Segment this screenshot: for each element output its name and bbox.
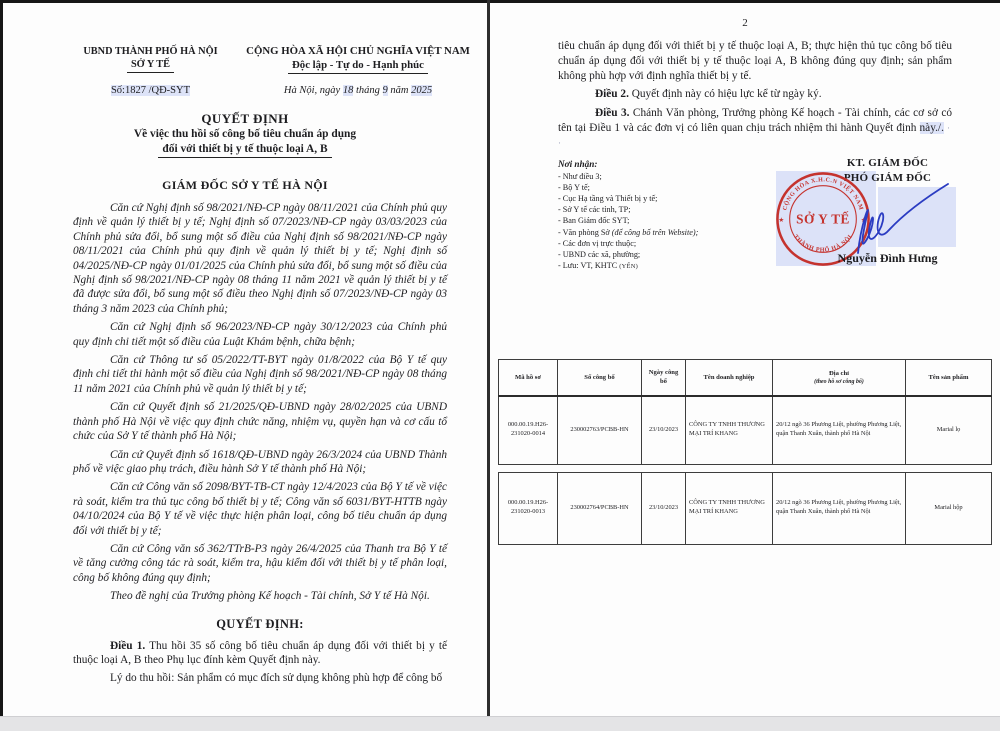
cell-ten-san-pham: Marial hộp xyxy=(906,472,992,544)
table-row-gap xyxy=(498,465,991,472)
decision-heading: QUYẾT ĐỊNH: xyxy=(216,616,304,631)
recipient-item: - Các đơn vị trực thuộc; xyxy=(558,238,637,248)
page-2 xyxy=(490,3,1000,716)
recipient-item: - Ban Giám đốc SYT; xyxy=(558,216,630,226)
cell-ma-ho-so: 000.00.19.H26-231020-0013 xyxy=(499,472,558,544)
proposal-paragraph: Theo đề nghị của Trưởng phòng Kế hoạch - Tài chính, Sở Y tế Hà Nội. xyxy=(110,590,430,603)
appendix-table-section xyxy=(498,359,991,545)
legal-basis-paragraph: Căn cứ Thông tư số 05/2022/TT-BYT ngày 01/8/2022 của Bộ Y tế quy định chi tiết thi hành một số điều của Nghị định số 98/2021/NĐ-CP ngày 08 tháng 11 năm 2021 của Chính phủ về quản lý thiết bị y tế; xyxy=(73,354,447,395)
table-header-row xyxy=(499,359,992,396)
document-date: Hà Nội, ngày 18 tháng 9 năm 2025 xyxy=(283,85,433,96)
article-1-label: Điều 1. xyxy=(110,639,146,652)
article-3: Điều 3. Chánh Văn phòng, Trưởng phòng Kế hoạch - Tài chính, các cơ sở có tên tại Điều 1 và các đơn vị có liên quan chịu trách nhiệm thi hành Quyết định này./. · · xyxy=(558,107,952,148)
cell-ten-san-pham: Marial lọ xyxy=(906,396,992,464)
document-header xyxy=(58,45,473,74)
article-2: Điều 2. Quyết định này có hiệu lực kể từ ngày ký. xyxy=(595,88,822,101)
stamp-center-text: SỞ Y TẾ xyxy=(796,210,850,226)
appendix-table xyxy=(498,359,992,465)
recipients-block xyxy=(558,159,773,273)
table-row xyxy=(499,396,992,464)
signature-stroke xyxy=(858,184,948,253)
article-1: Điều 1. Thu hồi 35 số công bố tiêu chuẩn áp dụng đối với thiết bị y tế thuộc loại A, B theo Phụ lục đính kèm Quyết định này. xyxy=(73,639,447,666)
header-ngay-cong-bo: Ngày công bố xyxy=(642,359,686,396)
document-number: Số:1827 /QĐ-SYT xyxy=(110,85,191,96)
recipient-item: - Văn phòng Sở (để công bố trên Website); xyxy=(558,227,699,237)
cell-ten-doanh-nghiep: CÔNG TY TNHH THƯƠNG MẠI TRÍ KHANG xyxy=(686,396,773,464)
issuing-org-block xyxy=(58,45,243,74)
header-ten-san-pham: Tên sản phẩm xyxy=(906,359,992,396)
recipients-label: Nơi nhận: xyxy=(558,158,598,169)
cell-so-cong-bo: 230002763/PCBB-HN xyxy=(558,396,642,464)
number-date-row xyxy=(58,85,473,96)
header-ten-doanh-nghiep: Tên doanh nghiệp xyxy=(686,359,773,396)
star-icon: ★ xyxy=(860,216,867,224)
signature-section xyxy=(490,157,1000,355)
cell-dia-chi: 20/12 ngõ 36 Phương Liệt, phường Phương Liệt, quận Thanh Xuân, thành phố Hà Nội xyxy=(773,396,906,464)
cell-so-cong-bo: 230002764/PCBB-HN xyxy=(558,472,642,544)
handwritten-signature xyxy=(828,175,952,263)
recipient-item: - Như điều 3; xyxy=(558,171,602,181)
table-row xyxy=(499,472,992,544)
legal-basis-paragraph: Căn cứ Quyết định số 21/2025/QĐ-UBND ngày 28/02/2025 của UBND thành phố Hà Nội về việc quy định chức năng, nhiệm vụ, quyền hạn và cơ cấu tổ chức của Sở Y tế thành phố Hà Nội; xyxy=(73,401,447,443)
legal-basis-paragraph: Căn cứ Nghị định số 98/2021/NĐ-CP ngày 08/11/2021 của Chính phủ quy định về quản lý thiết bị y tế; Nghị định số 07/2023/NĐ-CP ngày 03/03/2023 của Chính phủ sửa đổi, bổ sung một số điều của Nghị định số 98/2021/NĐ-CP ngày 08/11/2021 của Chính phủ quy định về quản lý thiết bị y tế; Nghị định số 04/2025/NĐ-CP ngày 01/01/2025 của Chính phủ sửa đổi, bổ sung một số điều của Nghị định số 98/2021/NĐ-CP ngày 08 tháng 11 năm 2021 về quản lý thiết bị y tế đã được sửa đổi, bổ sung một số điều theo Nghị định số 07/2023/NĐ-CP ngày 03 tháng 3 năm 2023 của Chính phủ; xyxy=(73,202,447,315)
article-2-label: Điều 2. xyxy=(595,88,629,101)
cell-dia-chi: 20/12 ngõ 36 Phương Liệt, phường Phương Liệt, quận Thanh Xuân, thành phố Hà Nội xyxy=(773,472,906,544)
typist-note: (YẾN) xyxy=(619,263,639,271)
org-name-line1: UBND THÀNH PHỐ HÀ NỘI xyxy=(83,46,218,57)
header-so-cong-bo: Số công bố xyxy=(558,359,642,396)
header-ma-ho-so: Mã hồ sơ xyxy=(499,359,558,396)
highlighted-closing: này./. xyxy=(919,121,944,134)
cell-ten-doanh-nghiep: CÔNG TY TNHH THƯƠNG MẠI TRÍ KHANG xyxy=(686,472,773,544)
pen-marks: · · xyxy=(558,122,952,148)
recipient-item: - Cục Hạ tầng và Thiết bị y tế; xyxy=(558,193,658,203)
recipient-item: - Sở Y tế các tỉnh, TP; xyxy=(558,205,631,215)
appendix-table-continued xyxy=(498,472,992,545)
header-dia-chi: Địa chỉ (theo hồ sơ công bố) xyxy=(773,359,906,396)
document-title xyxy=(3,111,487,158)
title-subtitle-line1: Về việc thu hồi số công bố tiêu chuẩn áp dụng xyxy=(133,128,357,140)
title-main: QUYẾT ĐỊNH xyxy=(201,111,289,126)
recall-reason: Lý do thu hồi: Sản phẩm có mục đích sử dụng không phù hợp để công bố xyxy=(110,672,443,685)
national-motto: Độc lập - Tự do - Hạnh phúc xyxy=(243,59,473,75)
page-1 xyxy=(3,3,487,716)
issuer-heading: GIÁM ĐỐC SỞ Y TẾ HÀ NỘI xyxy=(162,178,328,192)
legal-basis-paragraph: Căn cứ Quyết định số 1618/QĐ-UBND ngày 26/3/2024 của UBND Thành phố về việc giao phụ trách, điều hành Sở Y tế thành phố Hà Nội; xyxy=(73,448,447,475)
signer-title: PHÓ GIÁM ĐỐC xyxy=(843,171,932,184)
page1-body xyxy=(73,201,447,686)
signer-authority: KT. GIÁM ĐỐC xyxy=(846,156,929,169)
stamp-bottom-arc-text: THÀNH PHỐ HÀ NỘI xyxy=(792,233,854,254)
stamp-top-arc-text: CỘNG HÒA X.H.C.N VIỆT NAM xyxy=(782,176,864,211)
recipient-item: - Lưu: VT, KHTC (YẾN) xyxy=(558,261,639,271)
legal-basis-paragraph: Căn cứ Công văn số 362/TTrB-P3 ngày 26/4/2025 của Thanh tra Bộ Y tế về tăng cường công tác rà soát, kiểm tra, hậu kiểm đối với thiết bị y tế phân loại, công bố không đúng quy định; xyxy=(73,542,447,584)
page2-body xyxy=(558,39,952,151)
national-motto-block xyxy=(243,45,473,74)
star-icon: ★ xyxy=(778,216,785,224)
legal-basis-paragraph: Căn cứ Công văn số 2098/BYT-TB-CT ngày 12/4/2023 của Bộ Y tế về việc rà soát, kiểm tra thủ tục công bố thiết bị y tế; Công văn số 6031/BYT-HTTB ngày 04/10/2024 của Bộ Y tế về việc thực hiện phân loại, công bố tiêu chuẩn áp dụng đối với thiết bị y tế; xyxy=(73,481,447,537)
article-3-label: Điều 3. xyxy=(595,107,630,120)
signer-name: Nguyễn Đình Hưng xyxy=(837,250,938,265)
cell-ngay-cong-bo: 23/10/2023 xyxy=(642,472,686,544)
national-title: CỘNG HÒA XÃ HỘI CHỦ NGHĨA VIỆT NAM xyxy=(246,45,470,57)
cell-ma-ho-so: 000.00.19.H26-231020-0014 xyxy=(499,396,558,464)
org-name-line2: SỞ Y TẾ xyxy=(58,58,243,73)
title-subtitle-line2: đối với thiết bị y tế thuộc loại A, B xyxy=(3,142,487,159)
recipient-item: - UBND các xã, phường; xyxy=(558,250,641,259)
recipient-item: - Bộ Y tế; xyxy=(558,182,590,192)
header-dia-chi-note: (theo hồ sơ công bố) xyxy=(814,378,864,385)
legal-basis-paragraph: Căn cứ Nghị định số 96/2023/NĐ-CP ngày 30/12/2023 của Chính phủ quy định chi tiết một số điều của Luật Khám bệnh, chữa bệnh; xyxy=(73,321,447,348)
page-number: 2 xyxy=(742,17,748,29)
continuation-paragraph: tiêu chuẩn áp dụng đối với thiết bị y tế thuộc loại A, B; thực hiện thủ tục công bố tiêu chuẩn áp dụng đối với thiết bị y tế thuộc loại A, B không đúng quy định; sản phẩm không phù hợp với định nghĩa thiết bị y tế. xyxy=(558,40,952,82)
cell-ngay-cong-bo: 23/10/2023 xyxy=(642,396,686,464)
viewer-bottom-strip xyxy=(0,716,1000,731)
